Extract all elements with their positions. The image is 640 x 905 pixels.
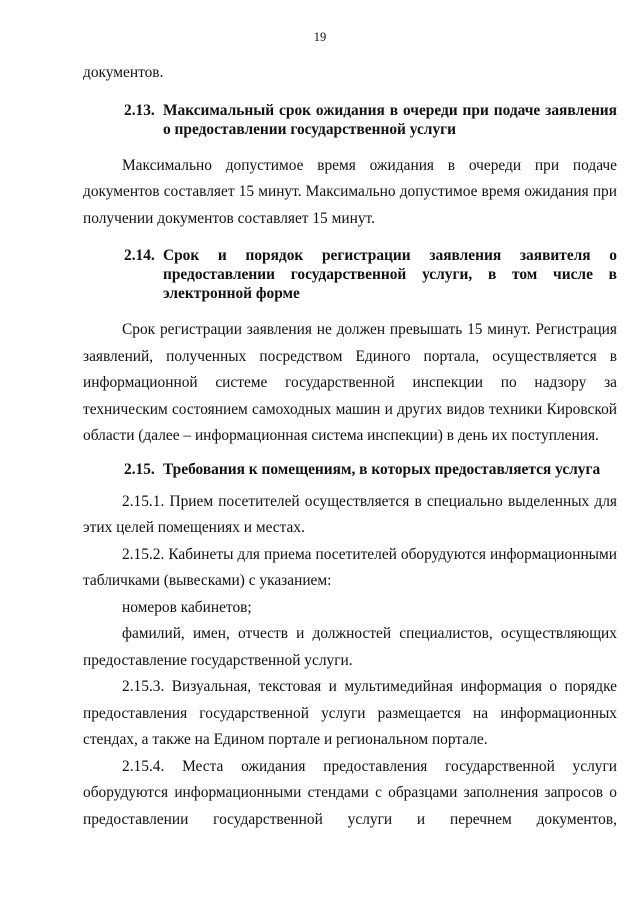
paragraph: фамилий, имен, отчеств и должностей специалистов, осуществляющих предоставление государственной услуги. bbox=[83, 625, 617, 669]
spacer bbox=[83, 479, 617, 489]
paragraph: 2.15.1. Прием посетителей осуществляется в специально выделенных для этих целей помещениях и местах. bbox=[83, 492, 617, 536]
section-number: 2.14. bbox=[124, 247, 155, 264]
paragraph: 2.15.2. Кабинеты для приема посетителей оборудуются информационными табличками (вывесками) с указанием: bbox=[83, 545, 617, 589]
document-body bbox=[83, 60, 617, 833]
spacer bbox=[83, 303, 617, 317]
section-title: Срок и порядок регистрации заявления заявителя о предоставлении государственной услуги, в том числе в электронной форме bbox=[163, 247, 617, 302]
spacer bbox=[83, 232, 617, 246]
paragraph: 2.15.4. Места ожидания предоставления государственной услуги оборудуются информационными стендами с образцами заполнения запросов о предоставлении государственной услуги и перечнем документов, bbox=[83, 757, 617, 828]
spacer bbox=[83, 450, 617, 460]
section-title: Требования к помещениям, в которых предоставляется услуга bbox=[163, 460, 601, 478]
paragraph: номеров кабинетов; bbox=[122, 598, 252, 616]
section-title: Максимальный срок ожидания в очереди при подаче заявления о предоставлении государственной услуги bbox=[163, 101, 617, 138]
section-heading bbox=[83, 246, 617, 303]
page-number: 19 bbox=[313, 30, 327, 44]
section-number: 2.13. bbox=[124, 101, 155, 119]
paragraph: Максимально допустимое время ожидания в очереди при подаче документов составляет 15 минут. Максимально допустимое время ожидания при получении документов составляет 15 минут. bbox=[83, 156, 617, 227]
paragraph: документов. bbox=[83, 64, 164, 81]
section-heading bbox=[83, 101, 617, 139]
paragraph: 2.15.3. Визуальная, текстовая и мультимедийная информация о порядке предоставления государственной услуги размещается на информационных стендах, а также на Едином портале и региональном портале. bbox=[83, 678, 617, 748]
spacer bbox=[83, 87, 617, 101]
spacer bbox=[83, 139, 617, 153]
section-heading bbox=[83, 460, 617, 479]
section-number: 2.15. bbox=[124, 460, 155, 478]
paragraph: Срок регистрации заявления не должен превышать 15 минут. Регистрация заявлений, полученных посредством Единого портала, осуществляется в информационной системе государственной инспекции по надзору за техническим состоянием самоходных машин и других видов техники Кировской области (далее – информационная система инспекции) в день их поступления. bbox=[83, 321, 617, 444]
